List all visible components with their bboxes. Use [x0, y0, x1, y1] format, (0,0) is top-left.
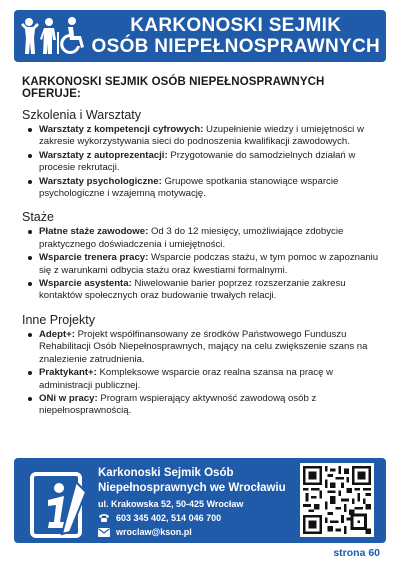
item-text: Przygotowanie do samodzielnych działań w procesie rekrutacji. [39, 149, 356, 174]
item-text: Program wspierający aktywność zawodową osób z niepełnosprawnością. [39, 392, 317, 417]
item-text: Niwelowanie barier poprzez rozszerzanie zakresu kontaktów społecznych oraz budowanie trwałych relacji. [39, 278, 346, 302]
offer-heading: KARKONOSKI SEJMIK OSÓB NIEPEŁNOSPRAWNYCH OFERUJE: [22, 76, 325, 100]
phone-icon [98, 513, 110, 523]
people-with-disabilities-icon [14, 10, 92, 62]
item-label: Warsztaty z kompetencji cyfrowych: [39, 124, 204, 135]
contact-text [98, 466, 318, 537]
header-title [92, 15, 386, 57]
info-icon [26, 472, 88, 540]
org-name-line1: Karkonoski Sejmik Osób [98, 467, 234, 479]
list-item [22, 278, 382, 303]
header-banner [14, 10, 386, 62]
item-list [22, 226, 382, 302]
org-name-line2: Niepełnosprawnych we Wrocławiu [98, 482, 286, 494]
list-item [22, 367, 382, 392]
section-internships [22, 210, 382, 302]
item-label: Warsztaty psychologiczne: [39, 175, 162, 187]
header-title-line1: KARKONOSKI SEJMIK [130, 15, 342, 36]
list-item [22, 226, 382, 251]
list-item [22, 393, 382, 418]
item-text: Uzupełnienie wiedzy i umiejętności w zakresie wykorzystywania sieci do podnoszenia kwalifikacji zawodowych. [39, 124, 364, 148]
item-label: Płatne staże zawodowe: [39, 226, 149, 238]
header-title-line2: OSÓB NIEPEŁNOSPRAWNYCH [91, 36, 380, 57]
email-link[interactable]: wroclaw@kson.pl [116, 527, 192, 537]
item-label: Adept+: [39, 328, 75, 340]
item-text: Kompleksowe wsparcie oraz realna szansa na pracę w administracji publicznej. [39, 367, 334, 391]
item-label: Warsztaty z autoprezentacji: [39, 149, 168, 161]
item-label: Praktykant+: [39, 367, 97, 379]
offer-content [22, 108, 382, 428]
list-item [22, 150, 382, 175]
section-title: Inne Projekty [22, 312, 95, 327]
list-item [22, 329, 382, 366]
section-title: Szkolenia i Warsztaty [22, 108, 142, 122]
item-text: Projekt współfinansowany ze środków Państwowego Funduszu Rehabilitacji Osób Niepełnosprawnych, mający na celu zwiększenie szans na znalezienie zatrudnienia. [39, 328, 368, 365]
address: ul. Krakowska 52, 50-425 Wrocław [98, 499, 244, 509]
page-number: strona 60 [333, 547, 380, 559]
item-label: ONi w pracy: [39, 392, 98, 404]
item-text: Od 3 do 12 miesięcy, umożliwiające zdobycie praktycznego doświadczenia i umiejętności. [39, 226, 344, 250]
list-item [22, 176, 382, 201]
qr-code[interactable] [300, 463, 374, 537]
section-other-projects [22, 313, 382, 418]
list-item [22, 252, 382, 277]
section-training [22, 108, 382, 200]
contact-footer [14, 458, 386, 543]
item-label: Wsparcie trenera pracy: [39, 252, 149, 264]
item-label: Wsparcie asystenta: [39, 278, 132, 290]
phone-line [98, 513, 318, 523]
section-title: Staże [22, 210, 54, 225]
list-item [22, 124, 382, 149]
item-text: Wsparcie podczas stażu, w tym pomoc w zapoznaniu się z warunkami odbycia stażu oraz kwestiami formalnymi. [39, 252, 379, 276]
email-line [98, 527, 318, 537]
item-list [22, 329, 382, 418]
item-text: Grupowe spotkania stanowiące wsparcie psychologiczne i wzajemną motywację. [39, 175, 339, 200]
item-list [22, 124, 382, 200]
phone-number[interactable]: 603 345 402, 514 046 700 [116, 513, 222, 523]
envelope-icon [98, 528, 110, 537]
